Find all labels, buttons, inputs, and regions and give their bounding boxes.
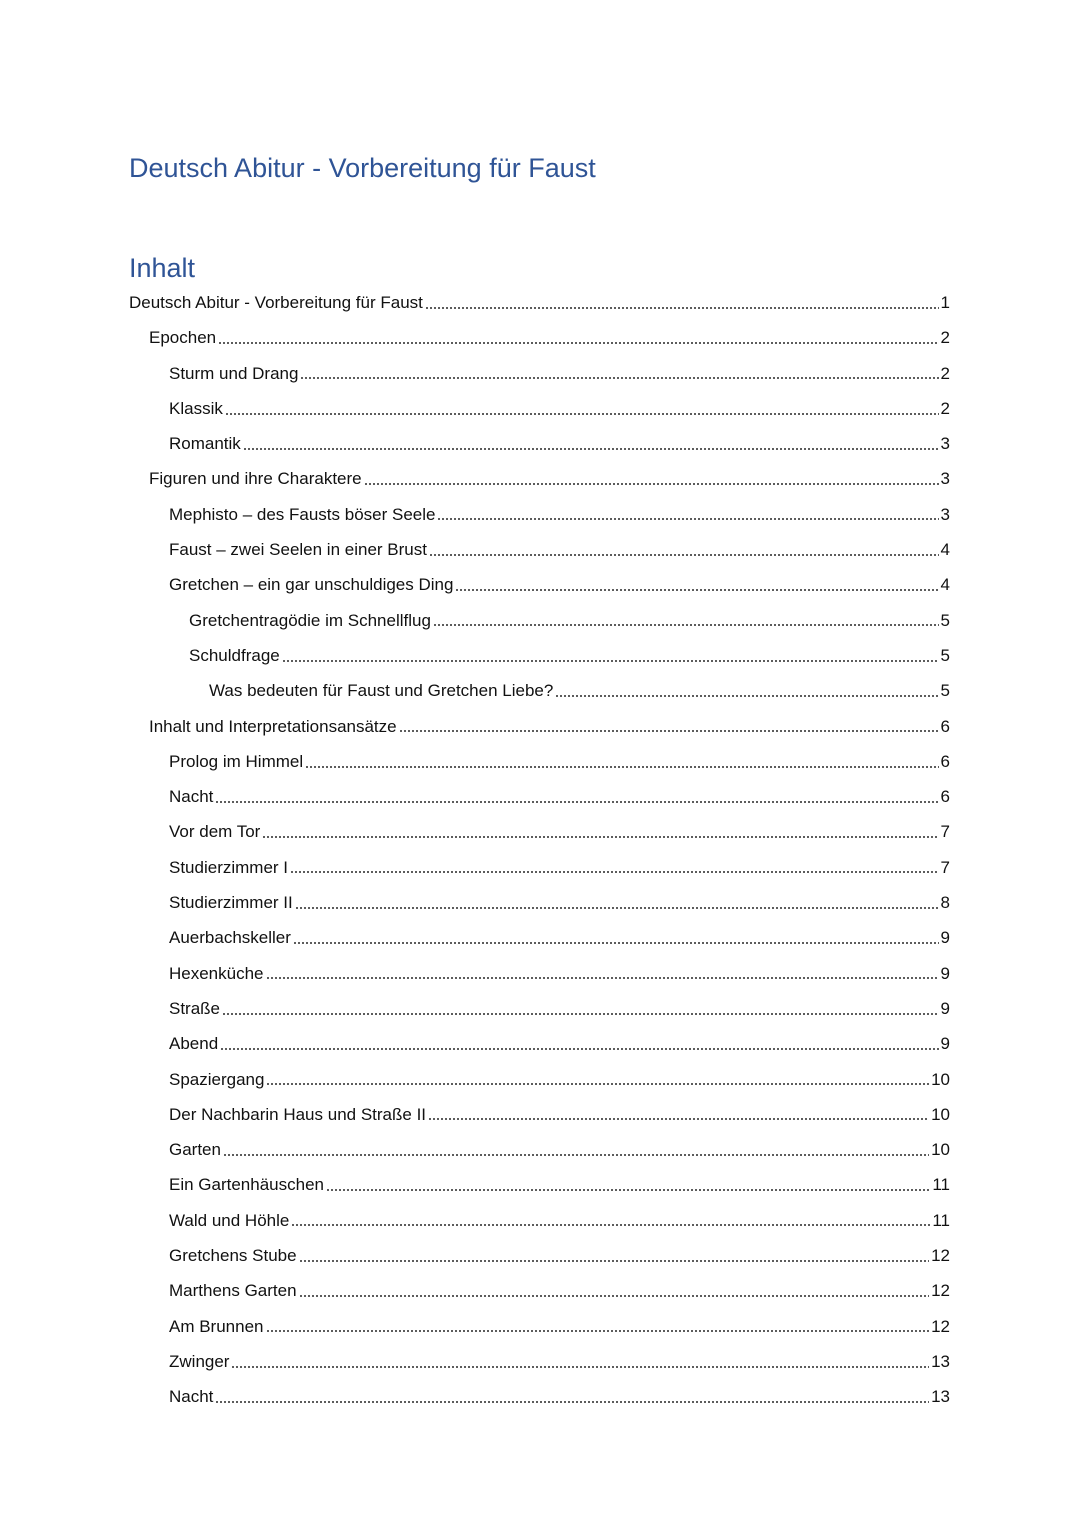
- toc-entry[interactable]: [129, 814, 950, 849]
- table-of-contents: [129, 285, 950, 1415]
- dot-leader: [299, 1294, 930, 1298]
- toc-entry[interactable]: [129, 850, 950, 885]
- toc-entry[interactable]: [129, 320, 950, 355]
- toc-entry[interactable]: [129, 709, 950, 744]
- toc-entry[interactable]: [129, 920, 950, 955]
- toc-entry[interactable]: [129, 1167, 950, 1202]
- toc-entry-title: Der Nachbarin Haus und Straße II: [169, 1104, 427, 1124]
- toc-entry[interactable]: [129, 426, 950, 461]
- toc-entry-page-number: 5: [940, 681, 950, 701]
- toc-entry-page-number: 2: [940, 328, 950, 348]
- toc-entry[interactable]: [129, 532, 950, 567]
- toc-entry[interactable]: [129, 1273, 950, 1308]
- dot-leader: [300, 376, 938, 380]
- toc-entry-page-number: 4: [940, 575, 950, 595]
- dot-leader: [222, 1012, 939, 1016]
- toc-entry-page-number: 1: [940, 293, 950, 312]
- toc-entry-page-number: 2: [940, 398, 950, 418]
- toc-entry-title: Gretchen – ein gar unschuldiges Ding: [169, 575, 454, 595]
- toc-entry-title: Garten: [169, 1140, 221, 1160]
- toc-entry-title: Ein Gartenhäuschen: [169, 1175, 324, 1195]
- dot-leader: [218, 341, 938, 345]
- dot-leader: [290, 870, 939, 874]
- dot-leader: [266, 1082, 929, 1086]
- dot-leader: [293, 941, 939, 945]
- toc-entry-title: Prolog im Himmel: [169, 751, 304, 771]
- dot-leader: [295, 906, 939, 910]
- toc-entry[interactable]: [129, 567, 950, 602]
- toc-entry-title: Romantik: [169, 434, 241, 454]
- dot-leader: [231, 1365, 929, 1369]
- toc-entry-page-number: 11: [932, 1210, 950, 1230]
- dot-leader: [220, 1047, 938, 1051]
- toc-entry[interactable]: [129, 1026, 950, 1061]
- dot-leader: [364, 482, 939, 486]
- toc-entry-title: Nacht: [169, 1387, 214, 1407]
- toc-entry-page-number: 13: [931, 1387, 950, 1407]
- dot-leader: [266, 1329, 930, 1333]
- toc-heading: Inhalt: [129, 253, 196, 283]
- toc-entry[interactable]: [129, 1062, 950, 1097]
- toc-entry-page-number: 2: [940, 363, 950, 383]
- dot-leader: [282, 659, 939, 663]
- dot-leader: [437, 517, 938, 521]
- toc-entry[interactable]: [129, 1379, 950, 1414]
- dot-leader: [223, 1153, 929, 1157]
- toc-entry-title: Spaziergang: [169, 1069, 265, 1089]
- toc-entry-page-number: 12: [931, 1316, 950, 1336]
- toc-entry-title: Marthens Garten: [169, 1281, 297, 1301]
- toc-entry[interactable]: [129, 991, 950, 1026]
- toc-entry-title: Auerbachskeller: [169, 928, 291, 948]
- dot-leader: [425, 306, 939, 310]
- toc-entry-page-number: 9: [940, 963, 950, 983]
- toc-entry-page-number: 12: [931, 1281, 950, 1301]
- toc-entry-page-number: 10: [931, 1140, 950, 1160]
- toc-entry-title: Straße: [169, 998, 221, 1018]
- dot-leader: [428, 1117, 929, 1121]
- dot-leader: [262, 835, 938, 839]
- dot-leader: [433, 623, 939, 627]
- toc-entry-title: Hexenküche: [169, 963, 264, 983]
- toc-entry-page-number: 6: [940, 716, 950, 736]
- toc-entry[interactable]: [129, 1203, 950, 1238]
- dot-leader: [555, 694, 938, 698]
- toc-entry-page-number: 3: [940, 504, 950, 524]
- toc-entry[interactable]: [129, 391, 950, 426]
- dot-leader: [429, 553, 939, 557]
- dot-leader: [215, 1400, 929, 1404]
- toc-entry-page-number: 3: [940, 434, 950, 454]
- toc-entry-title: Studierzimmer I: [169, 857, 289, 877]
- dot-leader: [299, 1259, 930, 1263]
- dot-leader: [399, 729, 939, 733]
- toc-entry-page-number: 5: [940, 610, 950, 630]
- toc-entry-page-number: 9: [940, 998, 950, 1018]
- toc-entry-title: Inhalt und Interpretationsansätze: [149, 716, 397, 736]
- toc-entry[interactable]: [129, 461, 950, 496]
- dot-leader: [455, 588, 938, 592]
- document-title: Deutsch Abitur - Vorbereitung für Faust: [129, 153, 596, 183]
- toc-entry-title: Zwinger: [169, 1351, 230, 1371]
- toc-entry-page-number: 11: [932, 1175, 950, 1195]
- toc-entry[interactable]: [129, 885, 950, 920]
- toc-entry-page-number: 6: [940, 787, 950, 807]
- toc-entry-title: Gretchens Stube: [169, 1246, 297, 1266]
- toc-entry-page-number: 7: [940, 857, 950, 877]
- toc-entry-page-number: 9: [940, 1034, 950, 1054]
- toc-entry-page-number: 12: [931, 1246, 950, 1266]
- toc-entry[interactable]: [129, 779, 950, 814]
- toc-entry[interactable]: [129, 356, 950, 391]
- toc-entry-title: Faust – zwei Seelen in einer Brust: [169, 540, 427, 560]
- toc-entry[interactable]: [129, 673, 950, 708]
- toc-entry-title: Klassik: [169, 398, 223, 418]
- toc-entry-title: Vor dem Tor: [169, 822, 261, 842]
- toc-entry[interactable]: [129, 1132, 950, 1167]
- toc-entry-title: Was bedeuten für Faust und Gretchen Liebe?: [209, 681, 554, 701]
- dot-leader: [243, 447, 939, 451]
- toc-entry[interactable]: [129, 638, 950, 673]
- dot-leader: [291, 1223, 930, 1227]
- toc-entry[interactable]: [129, 1344, 950, 1379]
- toc-entry-title: Epochen: [149, 328, 217, 348]
- toc-entry-page-number: 13: [931, 1351, 950, 1371]
- toc-entry-page-number: 3: [940, 469, 950, 489]
- toc-entry-title: Deutsch Abitur - Vorbereitung für Faust: [129, 293, 423, 312]
- dot-leader: [266, 976, 939, 980]
- toc-entry-page-number: 5: [940, 645, 950, 665]
- toc-entry-title: Am Brunnen: [169, 1316, 264, 1336]
- dot-leader: [305, 765, 938, 769]
- toc-entry-page-number: 6: [940, 751, 950, 771]
- toc-entry-title: Wald und Höhle: [169, 1210, 290, 1230]
- toc-entry[interactable]: [129, 603, 950, 638]
- toc-entry[interactable]: [129, 497, 950, 532]
- toc-entry-page-number: 7: [940, 822, 950, 842]
- toc-entry[interactable]: [129, 1097, 950, 1132]
- toc-entry-title: Sturm und Drang: [169, 363, 299, 383]
- toc-entry-page-number: 9: [940, 928, 950, 948]
- toc-entry-title: Studierzimmer II: [169, 893, 293, 913]
- toc-entry-title: Mephisto – des Fausts böser Seele: [169, 504, 436, 524]
- toc-entry-title: Abend: [169, 1034, 219, 1054]
- toc-entry-page-number: 10: [931, 1104, 950, 1124]
- toc-entry-page-number: 4: [940, 540, 950, 560]
- toc-entry[interactable]: [129, 1238, 950, 1273]
- dot-leader: [225, 412, 939, 416]
- toc-entry-title: Schuldfrage: [189, 645, 280, 665]
- toc-entry-page-number: 8: [940, 893, 950, 913]
- toc-entry-title: Nacht: [169, 787, 214, 807]
- toc-entry[interactable]: [129, 744, 950, 779]
- toc-entry-title: Gretchentragödie im Schnellflug: [189, 610, 431, 630]
- toc-entry[interactable]: [129, 956, 950, 991]
- toc-entry-title: Figuren und ihre Charaktere: [149, 469, 362, 489]
- dot-leader: [326, 1188, 930, 1192]
- toc-entry-page-number: 10: [931, 1069, 950, 1089]
- toc-entry[interactable]: [129, 1309, 950, 1344]
- dot-leader: [215, 800, 938, 804]
- toc-entry[interactable]: [129, 285, 950, 320]
